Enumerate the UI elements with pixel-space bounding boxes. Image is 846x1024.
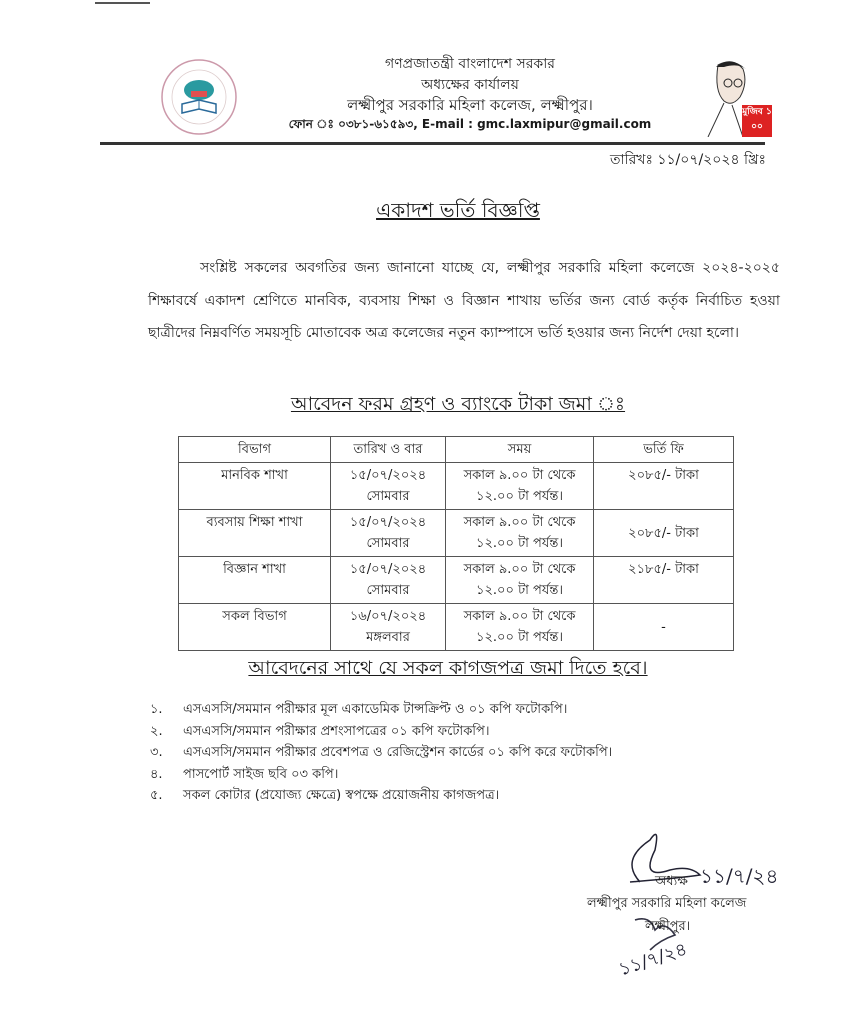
time-start: সকাল ৯.০০ টা থেকে [463, 468, 576, 483]
table-row [179, 463, 734, 510]
section-title-application: আবেদন ফরম গ্রহণ ও ব্যাংকে টাকা জমা ঃ [290, 393, 626, 415]
day-text: সোমবার [366, 583, 410, 598]
item-number: ৪. [150, 766, 163, 782]
table-row [179, 604, 734, 651]
cell-date [331, 463, 446, 510]
signatory-place: লক্ষ্মীপুর। [645, 919, 691, 934]
list-item [150, 743, 612, 765]
cell-time [446, 510, 594, 557]
item-number: ৫. [150, 788, 163, 803]
list-item [150, 765, 612, 787]
portrait-image [688, 55, 772, 137]
fee-amount: - [661, 619, 666, 635]
col-header-fee: ভর্তি ফি [594, 437, 734, 463]
cell-fee [594, 604, 734, 651]
item-text: এসএসসি/সমমান পরীক্ষার প্রশংসাপত্রের ০১ কপি ফটোকপি। [183, 723, 490, 739]
department-name: বিজ্ঞান শাখা [223, 562, 286, 577]
day-text: সোমবার [366, 489, 410, 504]
time-end: ১২.০০ টা পর্যন্ত। [476, 489, 563, 504]
table-header-row [179, 437, 734, 463]
fee-amount: ২০৮৫/- টাকা [628, 468, 699, 483]
time-start: সকাল ৯.০০ টা থেকে [463, 562, 576, 577]
cell-fee [594, 510, 734, 557]
item-number: ২. [150, 723, 163, 739]
cell-date [331, 604, 446, 651]
college-logo [160, 58, 238, 136]
mujib-100-badge: মুজিব ১০০ [742, 105, 772, 137]
col-header-department: বিভাগ [179, 437, 331, 463]
department-name: মানবিক শাখা [221, 468, 288, 483]
header-contact: ফোন ঃ ০৩৮১-৬১৫৯৩, E-mail : gmc.laxmipur@gmail.com [288, 117, 652, 131]
header-govt: গণপ্রজাতন্ত্রী বাংলাদেশ সরকার [385, 56, 555, 72]
time-start: সকাল ৯.০০ টা থেকে [463, 609, 576, 624]
date-text: ১৫/০৭/২০২৪ [349, 515, 427, 530]
cell-time [446, 604, 594, 651]
day-text: মঙ্গলবার [366, 630, 410, 645]
date-text: ১৬/০৭/২০২৪ [349, 609, 427, 624]
notice-paragraph: সংশ্লিষ্ট সকলের অবগতির জন্য জানানো যাচ্ছে যে, লক্ষ্মীপুর সরকারি মহিলা কলেজে ২০২৪-২০২৫ শিক্ষাবর্ষে একাদশ শ্রেণিতে মানবিক, ব্যবসায় শিক্ষা ও বিজ্ঞান শাখায় ভর্তির জন্য বোর্ড কর্তৃক নির্বাচিত হওয়া ছাত্রীদের নিম্নবর্ণিত সময়সূচি মোতাবেক অত্র কলেজের নতুন ক্যাম্পাসে ভর্তি হওয়ার জন্য নির্দেশ দেয়া হলো। [148, 260, 780, 341]
signature-date-2: ১১/৭/২৪ [616, 938, 690, 981]
table-row [179, 557, 734, 604]
header-divider [100, 142, 765, 145]
cell-department [179, 463, 331, 510]
item-text: পাসপোর্ট সাইজ ছবি ০৩ কপি। [183, 766, 339, 782]
time-end: ১২.০০ টা পর্যন্ত। [476, 536, 563, 551]
cell-department [179, 557, 331, 604]
department-name: সকল বিভাগ [222, 609, 287, 624]
time-end: ১২.০০ টা পর্যন্ত। [476, 583, 563, 598]
item-text: এসএসসি/সমমান পরীক্ষার মূল একাডেমিক টান্সক্রিপ্ট ও ০১ কপি ফটোকপি। [183, 702, 568, 717]
cell-fee [594, 463, 734, 510]
fee-amount: ২০৮৫/- টাকা [628, 525, 699, 541]
notice-title: একাদশ ভর্তি বিজ্ঞপ্তি [376, 198, 540, 222]
time-end: ১২.০০ টা পর্যন্ত। [476, 630, 563, 645]
cell-time [446, 557, 594, 604]
item-number: ১. [150, 702, 163, 717]
cell-department [179, 604, 331, 651]
section-title-documents: আবেদনের সাথে যে সকল কাগজপত্র জমা দিতে হবে। [248, 657, 648, 679]
col-header-time: সময় [446, 437, 594, 463]
time-start: সকাল ৯.০০ টা থেকে [463, 515, 576, 530]
header-office: অধ্যক্ষের কার্যালয় [421, 77, 519, 93]
item-text: এসএসসি/সমমান পরীক্ষার প্রবেশপত্র ও রেজিস্ট্রেশন কার্ডের ০১ কপি করে ফটোকপি। [183, 745, 613, 760]
table-row [179, 510, 734, 557]
col-header-date: তারিখ ও বার [331, 437, 446, 463]
item-number: ৩. [150, 745, 163, 760]
scan-mark [95, 2, 150, 4]
item-text: সকল কোটার (প্রযোজ্য ক্ষেত্রে) স্বপক্ষে প্রয়োজনীয় কাগজপত্র। [183, 788, 500, 803]
list-item [150, 700, 612, 722]
admission-schedule-table [178, 436, 734, 651]
signatory-designation: অধ্যক্ষ [655, 874, 688, 889]
header-college: লক্ষ্মীপুর সরকারি মহিলা কলেজ, লক্ষ্মীপুর। [347, 96, 593, 114]
signatory-college: লক্ষ্মীপুর সরকারি মহিলা কলেজ [587, 896, 747, 911]
department-name: ব্যবসায় শিক্ষা শাখা [206, 515, 303, 530]
documents-list [150, 700, 612, 808]
signature-date-1: ১১/৭/২৪ [700, 864, 779, 888]
date-text: ১৫/০৭/২০২৪ [349, 562, 427, 577]
cell-date [331, 557, 446, 604]
cell-date [331, 510, 446, 557]
list-item [150, 722, 612, 744]
cell-fee [594, 557, 734, 604]
cell-department [179, 510, 331, 557]
date-text: ১৫/০৭/২০২৪ [349, 468, 427, 483]
fee-amount: ২১৮৫/- টাকা [628, 562, 699, 577]
notice-date: তারিখঃ ১১/০৭/২০২৪ খ্রিঃ [610, 152, 766, 168]
list-item [150, 786, 612, 808]
day-text: সোমবার [366, 536, 410, 551]
cell-time [446, 463, 594, 510]
